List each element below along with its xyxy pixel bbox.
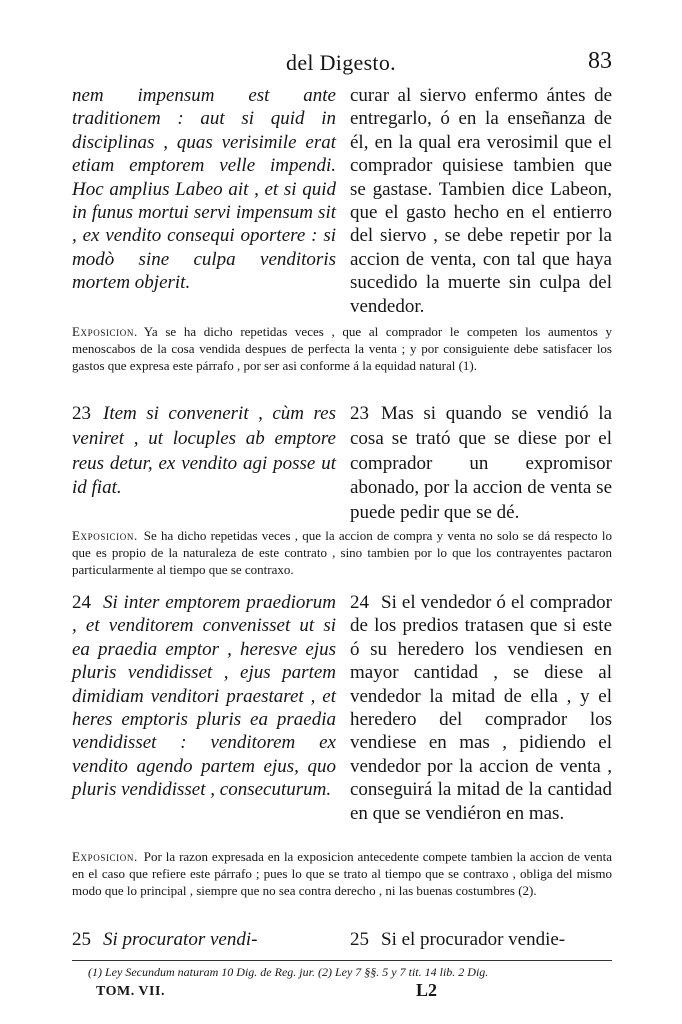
exposicion-text: Se ha dicho repetidas veces , que la accion de compra y venta no solo se dá respecto lo que es propio de la naturaleza de este contrato , sino tambien por lo que los contrayentes pactaron particularmente al tiempo que se contraxo. (72, 528, 612, 578)
paragraph-number: 23 (72, 403, 91, 424)
page-number: 83 (588, 48, 612, 74)
spanish-column (350, 928, 612, 951)
paragraph-number: 23 (350, 403, 369, 424)
spanish-column: curar al siervo enfermo ántes de entregarlo, ó en la enseñanza de él, en la qual era verosimil que el comprador quisiese tambien que se gastase. Tambien dice Labeon, que el gasto hecho en el entierro del siervo , se debe repetir por la accion de venta, con tal que haya sucedido la muerte sin culpa del vendedor. (350, 85, 612, 317)
latin-column (72, 591, 336, 825)
spanish-text: Si el procurador vendie- (381, 929, 566, 950)
footnote-rule (72, 960, 612, 961)
section-24-columns (72, 591, 612, 825)
section-25-columns (72, 928, 612, 951)
exposicion-3 (72, 848, 612, 900)
latin-column (72, 928, 336, 951)
running-head (0, 46, 682, 86)
paragraph-number: 25 (350, 929, 369, 950)
spanish-text: Si el vendedor ó el comprador de los predios tratasen que si este ó su heredero los vendiesen en mayor cantidad , se diese al vendedor la mitad de ella , y el heredero del comprador los vendiese en mas , pidiendo el vendedor por la accion de venta , conseguirá la mitad de la cantidad en que se vendiéron en mas. (350, 592, 612, 824)
latin-text: Si inter emptorem praediorum , et venditorem convenisset ut si ea praedia emptor , heresve ejus pluris vendidisset , ejus partem dimidiam venditori praestaret , et heres emptoris pluris ea praedia vendidisset : venditorem ex vendito agendo partem ejus, quo pluris vendidisset , consecuturum. (72, 592, 336, 801)
exposicion-2 (72, 527, 612, 579)
exposicion-1 (72, 323, 612, 375)
paragraph-number: 24 (72, 592, 91, 613)
exposicion-label: Exposicion. (72, 324, 138, 339)
paragraph-number: 25 (72, 929, 91, 950)
latin-column (72, 402, 336, 526)
paragraph-number: 24 (350, 592, 369, 613)
latin-column: nem impensum est ante traditionem : aut si quid in disciplinas , quas verisimile erat etiam emptorem velle impendi. Hoc amplius Labeo ait , et si quid in funus mortui servi impensum sit , ex vendito consequi oportere : si modò sine culpa venditoris mortem objerit. (72, 85, 336, 294)
exposicion-label: Exposicion. (72, 849, 138, 864)
exposicion-text: Por la razon expresada en la exposicion antecedente compete tambien la accion de venta en el caso que refiere este párrafo ; pues lo que se trato al tiempo que se contraxo , obliga del mismo modo que lo principal , siempre que no sea contra derecho , ni las buenas costumbres (2). (72, 849, 612, 899)
running-title: del Digesto. (286, 50, 396, 75)
section-1-columns (72, 84, 612, 318)
section-23-columns (72, 402, 612, 526)
spanish-column (350, 402, 612, 526)
spanish-column (350, 591, 612, 825)
exposicion-text: Ya se ha dicho repetidas veces , que al comprador le competen los aumentos y menoscabos de la cosa vendida despues de perfecta la venta ; y por consiguiente debe satisfacer los gastos que expresa este párrafo , por ser asi conforme á la equidad natural (1). (72, 324, 612, 374)
volume-signature: TOM. VII. (96, 984, 165, 999)
exposicion-label: Exposicion. (72, 528, 138, 543)
gathering-mark: L2 (416, 980, 438, 1000)
latin-text: Si procurator vendi- (103, 929, 258, 950)
spanish-text: Mas si quando se vendió la cosa se trató que se diese por el comprador un expromisor abonado, por la accion de venta se puede pedir que se dé. (350, 403, 612, 524)
latin-text: Item si convenerit , cùm res veniret , ut locuples ab emptore reus detur, ex vendito agi posse ut id fiat. (72, 403, 336, 499)
footnote: (1) Ley Secundum naturam 10 Dig. de Reg. jur. (2) Ley 7 §§. 5 y 7 tit. 14 lib. 2 Dig. (88, 965, 489, 979)
